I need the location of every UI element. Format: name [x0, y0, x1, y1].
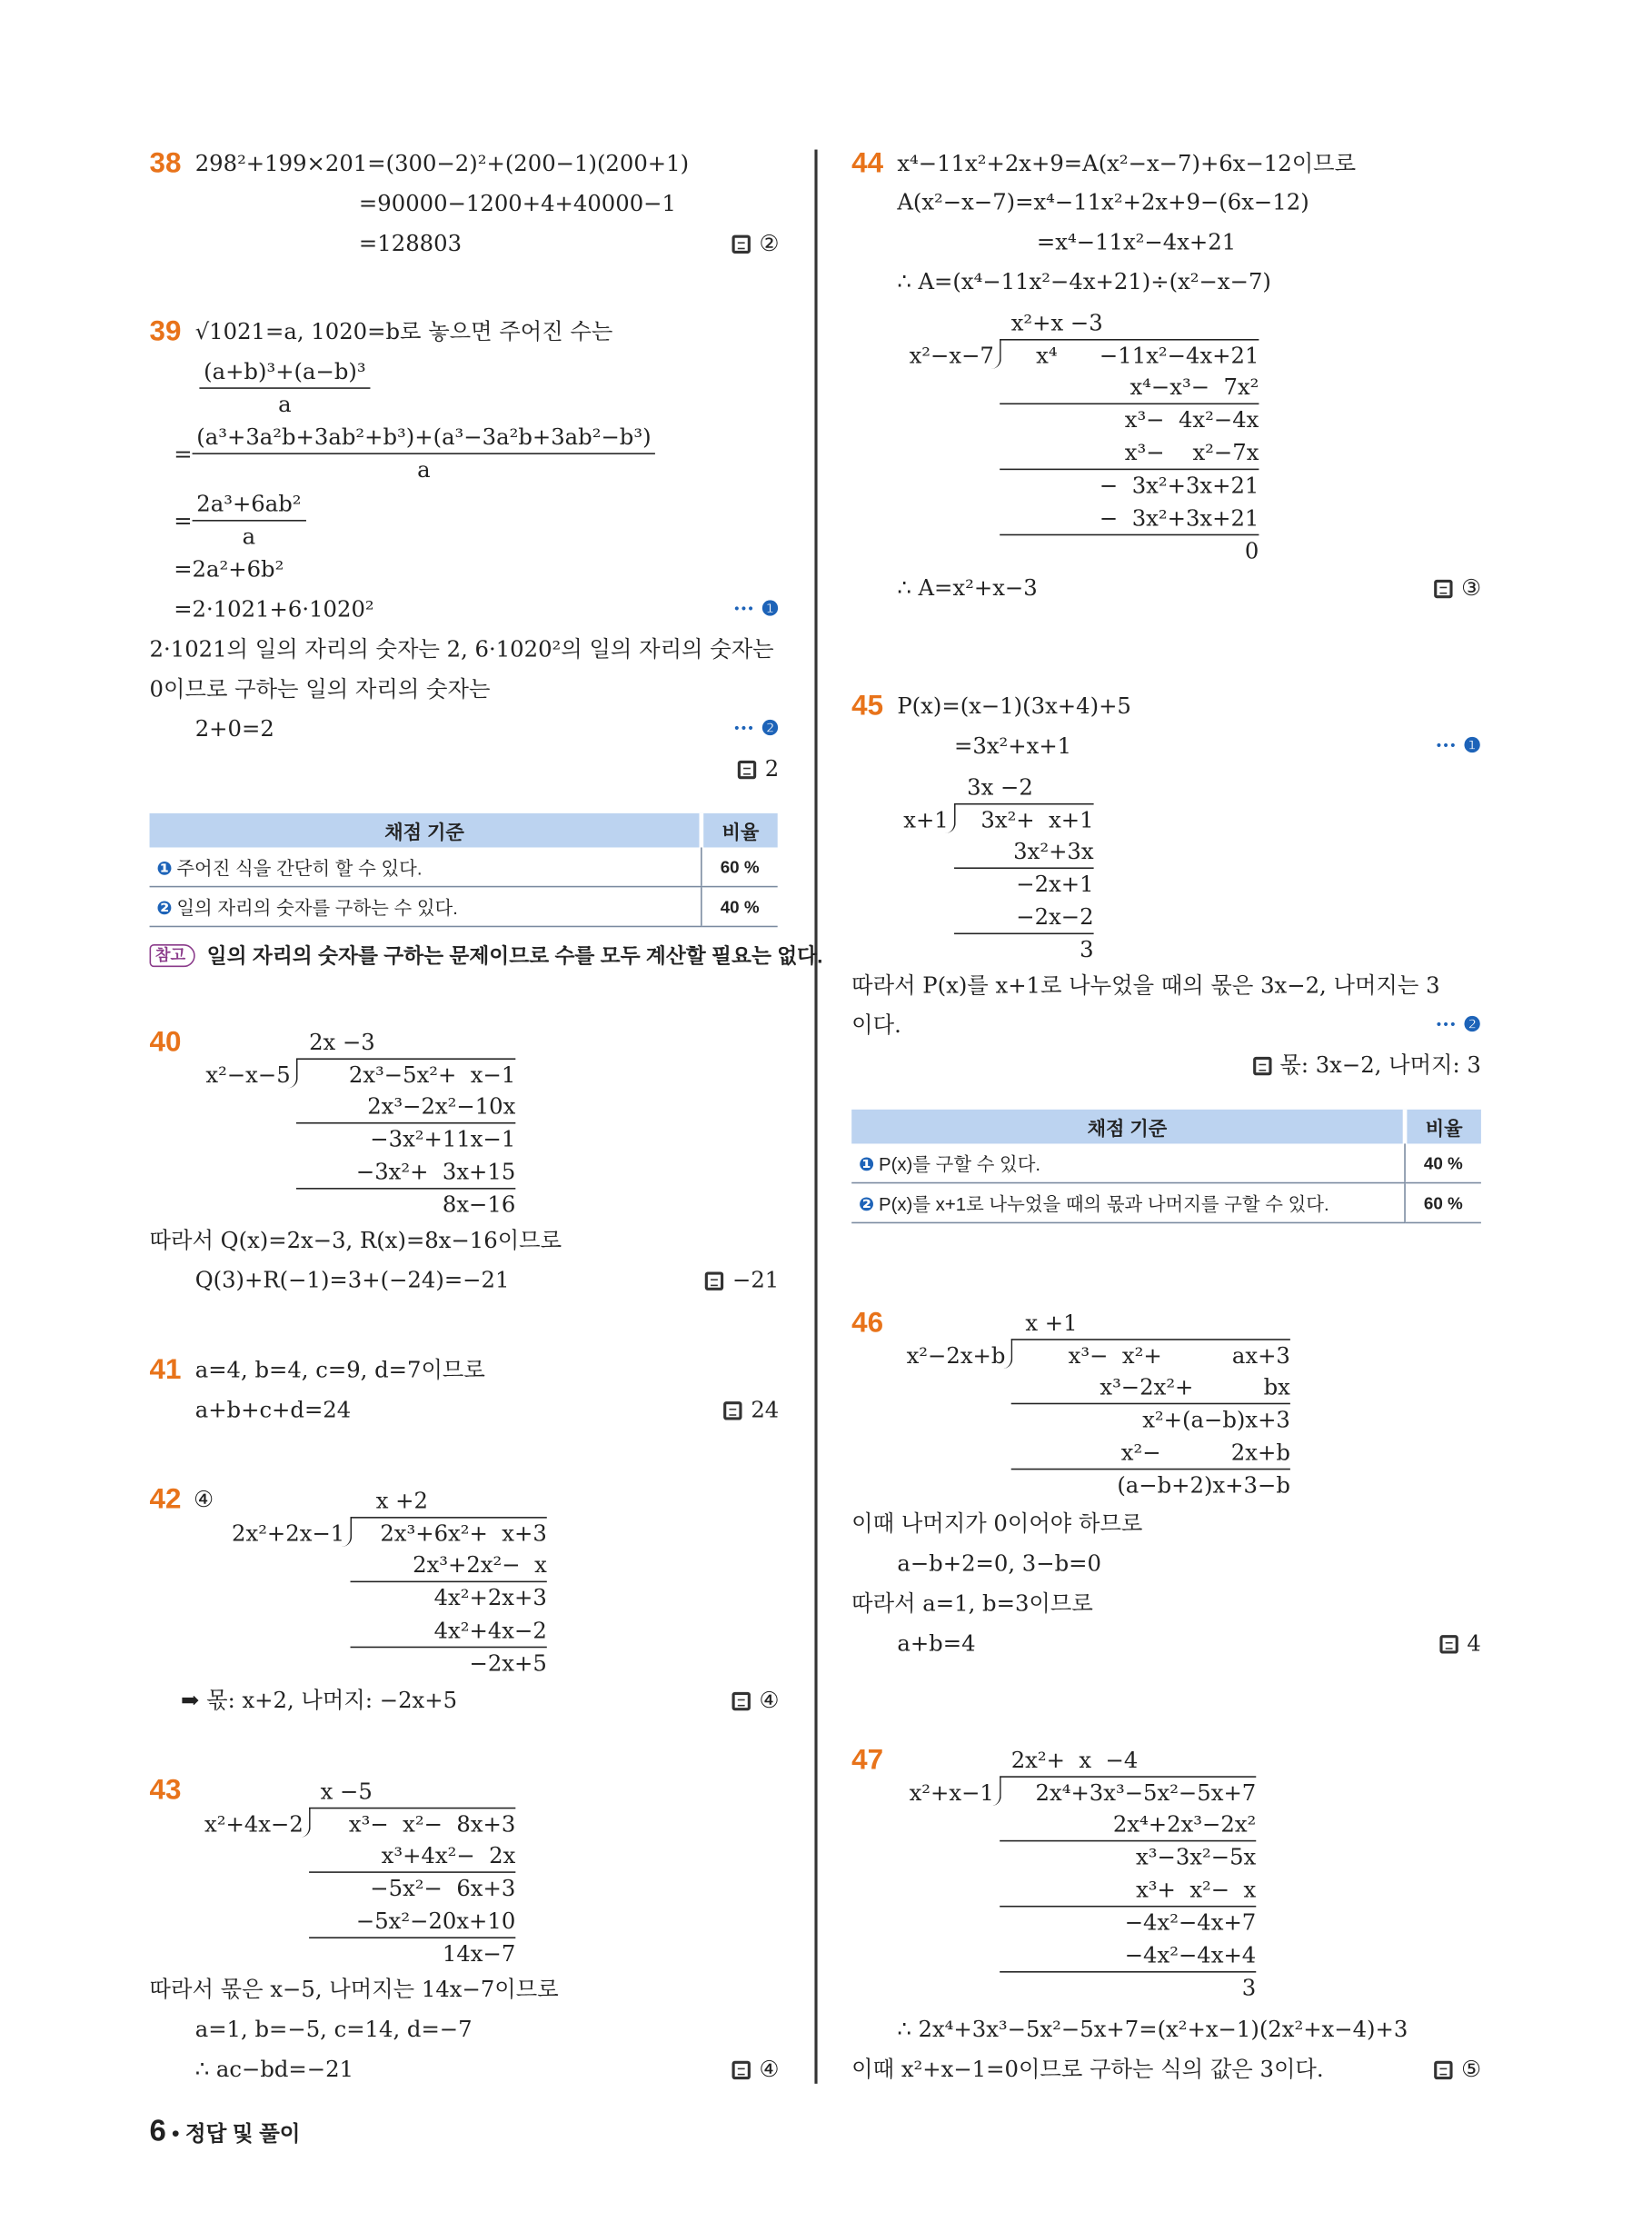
problem-number: 39 [149, 315, 182, 348]
dividend: 2x⁴+3x³−5x²−5x+7 [1000, 1776, 1256, 1809]
division-step: − 3x²+3x+21 [1000, 503, 1259, 535]
answer-icon [1253, 1056, 1271, 1074]
division-step: −3x²+11x−1 [370, 1126, 516, 1152]
answer-icon [1440, 1634, 1458, 1652]
answer-value: 4 [1467, 1630, 1481, 1657]
answer [1253, 1050, 1481, 1081]
choice: ④ [194, 1487, 214, 1513]
solution-line: 따라서 a=1, b=3이므로 [851, 1590, 1093, 1617]
answer-icon [724, 1400, 742, 1419]
criteria-text: 일의 자리의 숫자를 구하는 수 있다. [176, 897, 458, 919]
answer-icon [738, 760, 756, 778]
problem-number: 44 [851, 147, 884, 180]
problem-number: 42 [149, 1484, 182, 1516]
solution-line: 이때 나머지가 0이어야 하므로 [851, 1510, 1143, 1538]
denominator: a [278, 391, 292, 418]
page-footer [150, 2115, 301, 2149]
solution-line: =90000−1200+4+40000−1 [358, 191, 677, 217]
solution-line: ∴ A=x²+x−3 [897, 575, 1038, 602]
solution-line: =128803 [358, 230, 463, 257]
quotient: 2x −3 [309, 1030, 375, 1056]
problem-number: 46 [851, 1307, 884, 1340]
solution-line: 2·1021의 일의 자리의 숫자는 2, 6·1020²의 일의 자리의 숫자는 [149, 636, 774, 663]
solution-line: =x⁴−11x²−4x+21 [1036, 229, 1237, 255]
reference-badge: 참고 [150, 943, 196, 966]
remainder: (a−b+2)x+3−b [1117, 1472, 1290, 1499]
footer-label: • 정답 및 풀이 [172, 2122, 301, 2147]
solution-line: a+b=4 [897, 1630, 976, 1657]
solution-line: 2+0=2 [194, 716, 274, 742]
solution-line: P(x)=(x−1)(3x+4)+5 [897, 693, 1131, 720]
remainder: 0 [1244, 538, 1259, 564]
problem-number: 40 [149, 1026, 182, 1059]
dividend: 2x³+6x²+ x+3 [351, 1517, 547, 1549]
quotient: x²+x −3 [1010, 310, 1103, 336]
problem-number: 38 [149, 147, 182, 180]
divisor: x²+x−1 [909, 1779, 994, 1807]
dividend: x⁴ −11x²−4x+21 [1000, 339, 1259, 372]
division-step: 2x³+2x²− x [351, 1549, 547, 1582]
table-row [150, 887, 778, 927]
remainder: 8x−16 [442, 1191, 516, 1218]
header-ratio: 비율 [1405, 1110, 1481, 1144]
problem-number: 45 [851, 691, 884, 722]
solution-line: =3x²+x+1 [954, 733, 1072, 760]
divisor: x²−x−5 [205, 1062, 291, 1089]
answer-value: 몫: 3x−2, 나머지: 3 [1279, 1052, 1481, 1079]
division-step: −5x²− 6x+3 [370, 1876, 516, 1902]
solution-line: 이때 x²+x−1=0이므로 구하는 식의 값은 3이다. [851, 2057, 1324, 2083]
answer-icon [732, 2060, 751, 2078]
solution-line: 298²+199×201=(300−2)²+(200−1)(200+1) [194, 151, 690, 177]
grading-criteria-table [851, 1110, 1481, 1223]
numerator: 2a³+6ab² [193, 489, 306, 522]
answer-value: ④ [759, 1688, 780, 1714]
answer [732, 1685, 780, 1716]
remainder: −2x+5 [469, 1650, 547, 1677]
header-criteria: 채점 기준 [851, 1110, 1405, 1144]
answer [1440, 1628, 1481, 1659]
dividend: 3x²+ x+1 [954, 803, 1094, 836]
dividend: x³− x²− 8x+3 [309, 1808, 515, 1840]
denominator: a [417, 457, 431, 483]
answer-icon [705, 1271, 723, 1290]
solution-line: a=1, b=−5, c=14, d=−7 [194, 2017, 473, 2043]
divisor: x²−2x+b [906, 1342, 1006, 1370]
division-step: x²+(a−b)x+3 [1142, 1407, 1290, 1433]
step-marker: ❷ [859, 1193, 875, 1215]
division-step: 2x⁴+2x³−2x² [1000, 1809, 1256, 1841]
fraction [174, 489, 305, 553]
solution-line: 따라서 몫은 x−5, 나머지는 14x−7이므로 [149, 1977, 559, 2003]
answer-icon [732, 1691, 751, 1709]
division-step: 3x²+3x [954, 836, 1094, 869]
solution-line: 0이므로 구하는 일의 자리의 숫자는 [149, 676, 491, 702]
step-marker: ❷ [156, 897, 173, 919]
answer [1434, 2054, 1481, 2085]
division-step: 4x²+2x+3 [433, 1585, 547, 1611]
solution-line: √1021=a, 1020=b로 놓으면 주어진 수는 [194, 319, 613, 345]
remainder: 14x−7 [442, 1941, 516, 1968]
table-row [851, 1143, 1481, 1182]
divisor: x²+4x−2 [204, 1811, 304, 1838]
equals: = [174, 441, 193, 467]
numerator: (a+b)³+(a−b)³ [199, 356, 370, 389]
division-step: −2x+1 [1016, 872, 1094, 898]
note-text: 일의 자리의 숫자를 구하는 문제이므로 수를 모두 계산할 필요는 없다. [206, 945, 823, 969]
solution-line: 이다. [851, 1012, 901, 1039]
division-step: −4x²−4x+4 [1000, 1940, 1256, 1973]
dividend: x³− x²+ ax+3 [1011, 1339, 1290, 1371]
equals: = [174, 507, 193, 533]
page-number: 6 [149, 2115, 166, 2148]
reference-note [150, 940, 823, 970]
header-criteria: 채점 기준 [150, 813, 702, 848]
solution-line: a−b+2=0, 3−b=0 [897, 1550, 1101, 1577]
solution-line: ∴ A=(x⁴−11x²−4x+21)÷(x²−x−7) [897, 269, 1271, 295]
remainder: 3 [1080, 937, 1094, 963]
answer-value: ⑤ [1461, 2057, 1481, 2083]
ratio: 40 % [1405, 1143, 1481, 1182]
solution-line: 따라서 Q(x)=2x−3, R(x)=8x−16이므로 [149, 1227, 562, 1254]
answer [724, 1394, 780, 1425]
solution-line: ∴ 2x⁴+3x³−5x²−5x+7=(x²+x−1)(2x²+x−4)+3 [897, 2017, 1408, 2043]
answer-icon [1434, 579, 1452, 597]
quotient: x −5 [320, 1779, 373, 1805]
answer-icon [732, 234, 751, 253]
ratio: 60 % [702, 847, 778, 886]
ratio: 60 % [1405, 1183, 1481, 1223]
criteria-text: P(x)를 구할 수 있다. [878, 1153, 1041, 1175]
criteria-text: 주어진 식을 간단히 할 수 있다. [176, 857, 423, 879]
answer [732, 228, 780, 259]
fraction [174, 422, 655, 486]
divisor: 2x²+2x−1 [232, 1520, 345, 1547]
solution-line: a+b+c+d=24 [194, 1397, 352, 1423]
division-step: x³+4x²− 2x [309, 1840, 515, 1873]
answer-value: 24 [751, 1397, 780, 1423]
division-step: −3x²+ 3x+15 [296, 1157, 515, 1190]
divisor: x²−x−7 [909, 343, 994, 369]
division-step: x³−3x²−5x [1136, 1844, 1257, 1870]
answer-value: ② [759, 230, 780, 257]
solution-line: =2a²+6b² [174, 556, 284, 583]
answer-value: ④ [759, 2057, 780, 2083]
quotient: x +1 [1025, 1310, 1078, 1337]
answer-value: −21 [731, 1267, 780, 1294]
step-marker: ❶ [156, 857, 173, 879]
division-step: x²− 2x+b [1011, 1437, 1290, 1470]
solution-line: x⁴−11x²+2x+9=A(x²−x−7)+6x−12이므로 [897, 151, 1357, 177]
quotient: x +2 [375, 1488, 428, 1514]
step-marker: ❶ [859, 1153, 875, 1175]
answer-icon [1434, 2060, 1452, 2078]
division-step: 4x²+4x−2 [351, 1615, 547, 1648]
division-step: 2x³−2x²−10x [296, 1091, 515, 1123]
dividend: 2x³−5x²+ x−1 [296, 1058, 515, 1091]
step-marker: ··· ❶ [1435, 734, 1481, 758]
header-ratio: 비율 [702, 813, 778, 848]
solution-line: =2·1021+6·1020² [174, 596, 374, 623]
solution-line: 따라서 P(x)를 x+1로 나누었을 때의 몫은 3x−2, 나머지는 3 [851, 972, 1440, 999]
answer [738, 753, 779, 784]
step-marker: ··· ❷ [1435, 1013, 1481, 1037]
answer [1434, 573, 1481, 603]
table-row [851, 1183, 1481, 1223]
division-step: x⁴−x³− 7x² [1000, 372, 1259, 404]
division-step: −4x²−4x+7 [1124, 1909, 1257, 1936]
answer-value: 2 [764, 756, 780, 782]
remainder: 3 [1241, 1975, 1257, 2001]
problem-number: 43 [149, 1774, 182, 1807]
step-marker: ··· ❶ [733, 598, 780, 622]
quotient: 2x²+ x −4 [1010, 1747, 1139, 1774]
solution-line: Q(3)+R(−1)=3+(−24)=−21 [194, 1267, 510, 1294]
divisor: x+1 [903, 807, 949, 833]
answer [705, 1265, 779, 1296]
solution-line: A(x²−x−7)=x⁴−11x²+2x+9−(6x−12) [897, 189, 1309, 215]
table-row [150, 847, 778, 886]
numerator: (a³+3a²b+3ab²+b³)+(a³−3a²b+3ab²−b³) [193, 422, 656, 454]
grading-criteria-table [150, 813, 778, 927]
problem-number: 47 [851, 1744, 884, 1777]
division-step: − 3x²+3x+21 [1099, 473, 1259, 499]
answer [732, 2054, 780, 2085]
division-step: x³−2x²+ bx [1011, 1371, 1290, 1404]
column-divider [814, 150, 816, 2084]
division-step: x³− x²−7x [1000, 437, 1259, 470]
division-step: x³− 4x²−4x [1124, 407, 1259, 433]
denominator: a [242, 523, 256, 550]
criteria-text: P(x)를 x+1로 나누었을 때의 몫과 나머지를 구할 수 있다. [878, 1193, 1329, 1215]
step-marker: ··· ❷ [733, 717, 780, 741]
solution-line: ∴ ac−bd=−21 [194, 2057, 354, 2083]
solution-line: a=4, b=4, c=9, d=7이므로 [194, 1357, 485, 1383]
solution-line: ➡ 몫: x+2, 나머지: −2x+5 [181, 1688, 458, 1714]
division-step: −2x−2 [954, 902, 1094, 934]
answer-value: ③ [1461, 575, 1481, 602]
fraction [199, 356, 370, 421]
division-step: −5x²−20x+10 [309, 1906, 515, 1938]
division-step: x³+ x²− x [1000, 1874, 1256, 1907]
quotient: 3x −2 [967, 774, 1033, 801]
ratio: 40 % [702, 887, 778, 927]
problem-number: 41 [149, 1354, 182, 1386]
